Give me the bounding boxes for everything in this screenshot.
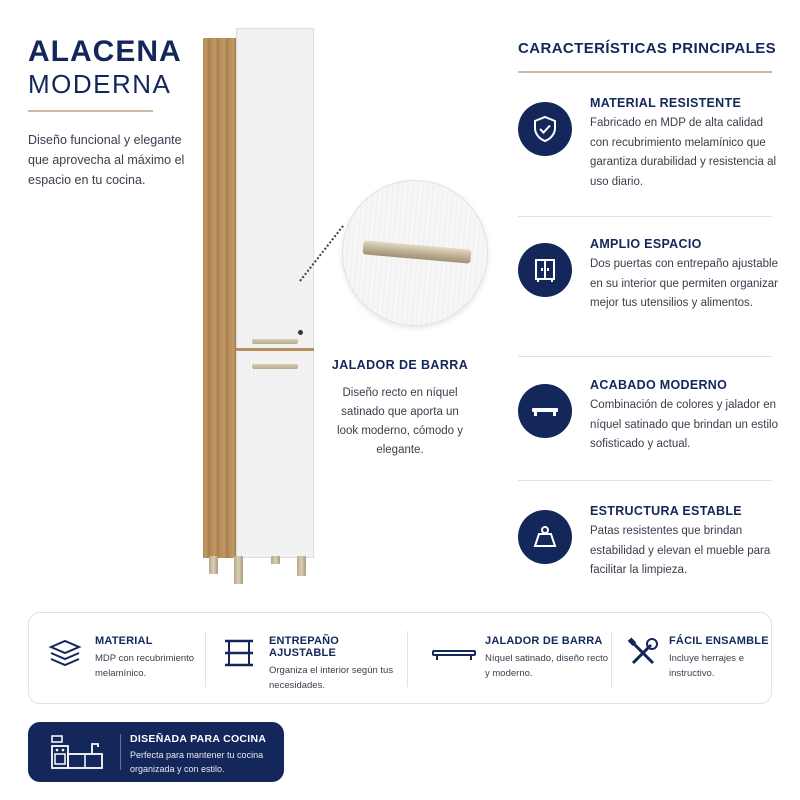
- feature-title: MATERIAL RESISTENTE: [590, 96, 742, 110]
- strip-item-desc: Organiza el interior según tus necesidades.: [269, 665, 394, 691]
- cabinet-leg: [209, 556, 218, 574]
- handle-callout-title: JALADOR DE BARRA: [331, 358, 469, 372]
- cabinet-image: [200, 28, 330, 598]
- cabinet-door-gap: [236, 348, 314, 351]
- handle-callout: [330, 358, 470, 460]
- bar-handle-icon: [427, 635, 483, 671]
- page-subtitle: MODERNA: [28, 69, 172, 99]
- banner-desc: Perfecta para mantener tu cocina organizada y con estilo.: [130, 750, 264, 774]
- lower-door-handle: [252, 364, 298, 369]
- title-block: [28, 36, 182, 112]
- strip-item-material: [33, 613, 213, 705]
- feature-title: AMPLIO ESPACIO: [590, 237, 702, 251]
- cabinet-front: [236, 28, 314, 558]
- strip-item-entrepano: [207, 613, 407, 705]
- feature-divider: [518, 356, 772, 357]
- cabinet-doors-icon: [518, 243, 572, 297]
- bar-handle-icon: [518, 384, 572, 438]
- feature-desc: Combinación de colores y jalador en níquel satinado que brindan un estilo sofisticado y actual.: [590, 399, 778, 450]
- bar-handle-closeup: [363, 240, 472, 263]
- feature-title: ACABADO MODERNO: [590, 378, 728, 392]
- strip-divider: [407, 631, 408, 687]
- callout-pointer-dot: [298, 330, 303, 335]
- kitchen-banner: [28, 722, 284, 782]
- feature-title: ESTRUCTURA ESTABLE: [590, 504, 742, 518]
- cabinet-side-panel: [203, 38, 239, 558]
- weight-icon: [518, 510, 572, 564]
- strip-item-ensamble: [611, 613, 771, 705]
- feature-desc: Patas resistentes que brindan estabilidad y elevan el mueble para facilitar la limpieza.: [590, 525, 771, 576]
- layers-icon: [47, 635, 83, 671]
- kitchen-icon: [48, 732, 108, 772]
- feature-divider: [518, 216, 772, 217]
- strip-item-desc: Níquel satinado, diseño recto y moderno.: [485, 653, 609, 679]
- shield-check-icon: [518, 102, 572, 156]
- strip-item-title: MATERIAL: [95, 635, 153, 647]
- banner-title: DISEÑADA PARA COCINA: [130, 733, 267, 745]
- strip-item-jalador: [413, 613, 613, 705]
- handle-callout-desc: Diseño recto en níquel satinado que aporta un look moderno, cómodo y elegante.: [337, 387, 463, 456]
- feature-desc: Fabricado en MDP de alta calidad con recubrimiento melamínico que garantiza durabilidad y resistencia al uso diario.: [590, 117, 777, 188]
- title-divider: [28, 110, 153, 112]
- characteristics-title: CARACTERÍSTICAS PRINCIPALES: [518, 40, 777, 57]
- upper-door-handle: [252, 339, 298, 344]
- feature-divider: [518, 480, 772, 481]
- feature-desc: Dos puertas con entrepaño ajustable en su interior que permiten organizar mejor tus utensilios y alimentos.: [590, 258, 778, 309]
- tools-icon: [625, 635, 661, 671]
- cabinet-leg: [297, 556, 306, 576]
- strip-item-title: ENTREPAÑO AJUSTABLE: [269, 635, 340, 659]
- characteristics-divider: [518, 71, 772, 73]
- strip-item-title: JALADOR DE BARRA: [485, 635, 603, 647]
- strip-item-desc: Incluye herrajes e instructivo.: [669, 653, 744, 679]
- banner-divider: [120, 734, 121, 770]
- strip-item-title: FÁCIL ENSAMBLE: [669, 635, 769, 647]
- cabinet-leg: [271, 556, 280, 564]
- intro-text: Diseño funcional y elegante que aprovecha al máximo el espacio en tu cocina.: [28, 133, 185, 187]
- cabinet-leg: [234, 556, 243, 584]
- shelf-icon: [221, 635, 257, 671]
- page-title: ALACENA: [28, 35, 182, 68]
- strip-item-desc: MDP con recubrimiento melamínico.: [95, 653, 195, 679]
- features-strip: [28, 612, 772, 704]
- strip-divider: [205, 631, 206, 687]
- handle-zoom-detail: [342, 180, 488, 326]
